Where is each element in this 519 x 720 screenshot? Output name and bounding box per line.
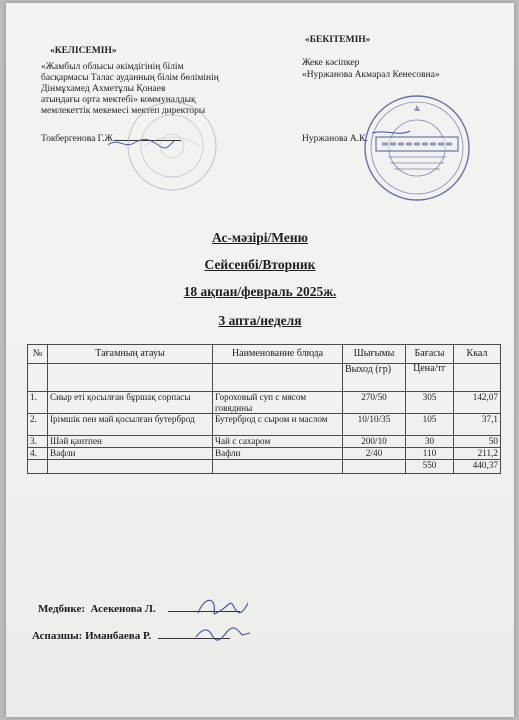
approval-right-signer: Нуржанова А.К.	[302, 134, 368, 144]
subheader-empty	[213, 364, 343, 392]
subheader-yield: Выход (гр)	[343, 364, 406, 392]
subheader-empty	[48, 364, 213, 392]
row-num: 1.	[28, 392, 48, 414]
date-title-text: 18 ақпан/февраль 2025ж.	[183, 284, 337, 299]
subheader-price: Цена/тг	[406, 364, 454, 392]
row-kcal: 37,1	[454, 414, 501, 436]
row-name-ru: Бутерброд с сыром и маслом	[213, 414, 343, 436]
approval-right-label: «БЕКІТЕМІН»	[305, 35, 371, 45]
table-subheader-row	[28, 364, 501, 392]
nurse-handwritten-signature-icon	[190, 595, 252, 619]
row-name-ru: Вафли	[213, 448, 343, 460]
cook-handwritten-signature-icon	[192, 623, 252, 643]
approval-left-label: «КЕЛІСЕМІН»	[50, 46, 117, 56]
approval-right-line-1: Жеке кәсіпкер	[302, 58, 360, 68]
row-price: 110	[406, 448, 454, 460]
menu-title	[6, 230, 514, 246]
subheader-empty	[28, 364, 48, 392]
row-name-kz: Шәй қантпен	[48, 436, 213, 448]
row-name-kz: Ірімшік пен май қосылған бутерброд	[48, 414, 213, 436]
menu-table	[27, 344, 501, 474]
row-price: 105	[406, 414, 454, 436]
row-yield: 10/10/35	[343, 414, 406, 436]
table-row	[28, 392, 501, 414]
header-name-ru: Наименование блюда	[213, 345, 343, 364]
document-page	[6, 3, 514, 717]
table-totals-row	[28, 460, 501, 474]
row-price: 305	[406, 392, 454, 414]
approval-left-line-5: мемлекеттік мекемесі мектеп директоры	[41, 106, 206, 116]
company-stamp-icon	[358, 93, 476, 203]
cook-label: Аспазшы:	[32, 630, 83, 642]
row-kcal: 142,07	[454, 392, 501, 414]
approval-left-line-1: «Жамбыл облысы әкімдігінің білім	[41, 62, 184, 72]
table-row	[28, 414, 501, 436]
row-name-kz: Сиыр еті қосылған бұршақ сорпасы	[48, 392, 213, 414]
totals-empty	[48, 460, 213, 474]
row-name-kz: Вафли	[48, 448, 213, 460]
totals-empty	[213, 460, 343, 474]
totals-empty	[343, 460, 406, 474]
left-signer-name: Токбергенова Г.Ж.	[41, 134, 116, 144]
row-kcal: 50	[454, 436, 501, 448]
row-yield: 270/50	[343, 392, 406, 414]
approval-left-line-3: Дінмұхамед Ахметұлы Қонаев	[41, 84, 166, 94]
approval-left-line-4: атындағы орта мектебі» коммуналдық	[41, 95, 196, 105]
approval-right-line-2: «Нуржанова Акмарал Кенесовна»	[302, 70, 440, 80]
header-num: №	[28, 345, 48, 364]
day-title	[6, 257, 514, 273]
nurse-name: Асекенова Л.	[90, 603, 156, 615]
row-name-ru: Чай с сахаром	[213, 436, 343, 448]
left-signature-icon	[106, 135, 176, 151]
row-num: 2.	[28, 414, 48, 436]
date-title	[6, 284, 514, 300]
row-num: 4.	[28, 448, 48, 460]
row-price: 30	[406, 436, 454, 448]
row-num: 3.	[28, 436, 48, 448]
totals-empty	[28, 460, 48, 474]
table-header-row	[28, 345, 501, 364]
table-row	[28, 448, 501, 460]
row-kcal: 211,2	[454, 448, 501, 460]
header-kcal: Ккал	[454, 345, 501, 364]
row-name-ru: Гороховый суп с мясом говядины	[213, 392, 343, 414]
cook-name: Иманбаева Р.	[85, 630, 152, 642]
header-yield: Шығымы	[343, 345, 406, 364]
table-row	[28, 436, 501, 448]
row-yield: 200/10	[343, 436, 406, 448]
day-title-text: Сейсенбі/Вторник	[204, 257, 316, 272]
subheader-empty	[454, 364, 501, 392]
week-title-text: 3 апта/неделя	[218, 313, 302, 328]
totals-kcal: 440,37	[454, 460, 501, 474]
header-name-kz: Тағамның атауы	[48, 345, 213, 364]
totals-price: 550	[406, 460, 454, 474]
row-yield: 2/40	[343, 448, 406, 460]
week-title	[6, 313, 514, 329]
header-price: Бағасы	[406, 345, 454, 364]
approval-left-line-2: басқармасы Талас ауданның білім бөлімінің	[41, 73, 219, 83]
menu-title-text: Ас-мәзірі/Меню	[212, 230, 308, 245]
nurse-label: Медбике:	[38, 603, 85, 615]
